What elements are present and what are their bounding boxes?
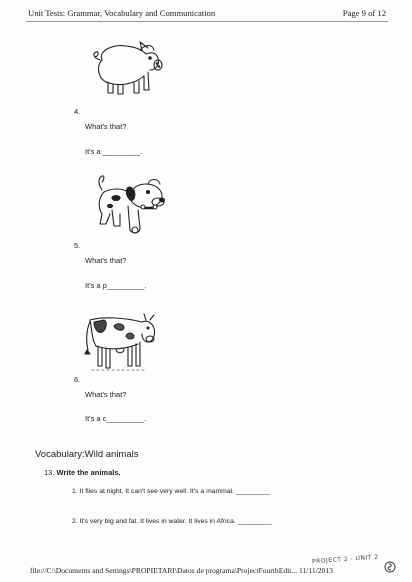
exercise-instruction: Write the animals. [56,468,121,477]
vocab-item [72,488,270,495]
vocab-item-number: 1. [72,488,78,495]
question-5-answer: It's a p_________. [85,281,147,290]
question-4-answer: It's a _________. [85,147,143,156]
question-number-5: 5. [74,241,81,250]
header-divider [26,21,388,22]
cow-illustration [80,308,164,372]
question-6-prompt: What's that? [85,390,127,399]
question-number-4: 4. [74,107,81,116]
vocab-item [72,518,272,525]
handwritten-note: PROJECT 2 - UNIT 2 [311,553,379,566]
file-path-footer: file://C:\Documents and Settings\PROPIETARI\Datos de programa\ProjectFourthEdit... 11/11/2013 [30,566,333,575]
exercise-number: 13. [44,468,55,477]
question-6-answer: It's a c_________. [85,414,147,423]
dog-illustration [88,170,168,242]
question-5-prompt: What's that? [85,256,127,265]
vocab-item-number: 2. [72,518,78,525]
page-number: Page 9 of 12 [342,8,386,18]
handwritten-mark-icon [384,561,396,573]
vocab-item-text: It flies at night. It can't see very well. It's a mammal. _________ [79,488,270,495]
header-title: Unit Tests: Grammar, Vocabulary and Communication [28,8,216,18]
vocab-item-text: It's very big and fat. It lives in water. It lives in Africa. _________ [79,518,272,525]
section-title: Vocabulary:Wild animals [35,449,139,460]
exercise-heading [44,468,121,477]
question-4-prompt: What's that? [85,122,127,131]
question-number-6: 6. [74,375,81,384]
pig-illustration [88,38,166,100]
